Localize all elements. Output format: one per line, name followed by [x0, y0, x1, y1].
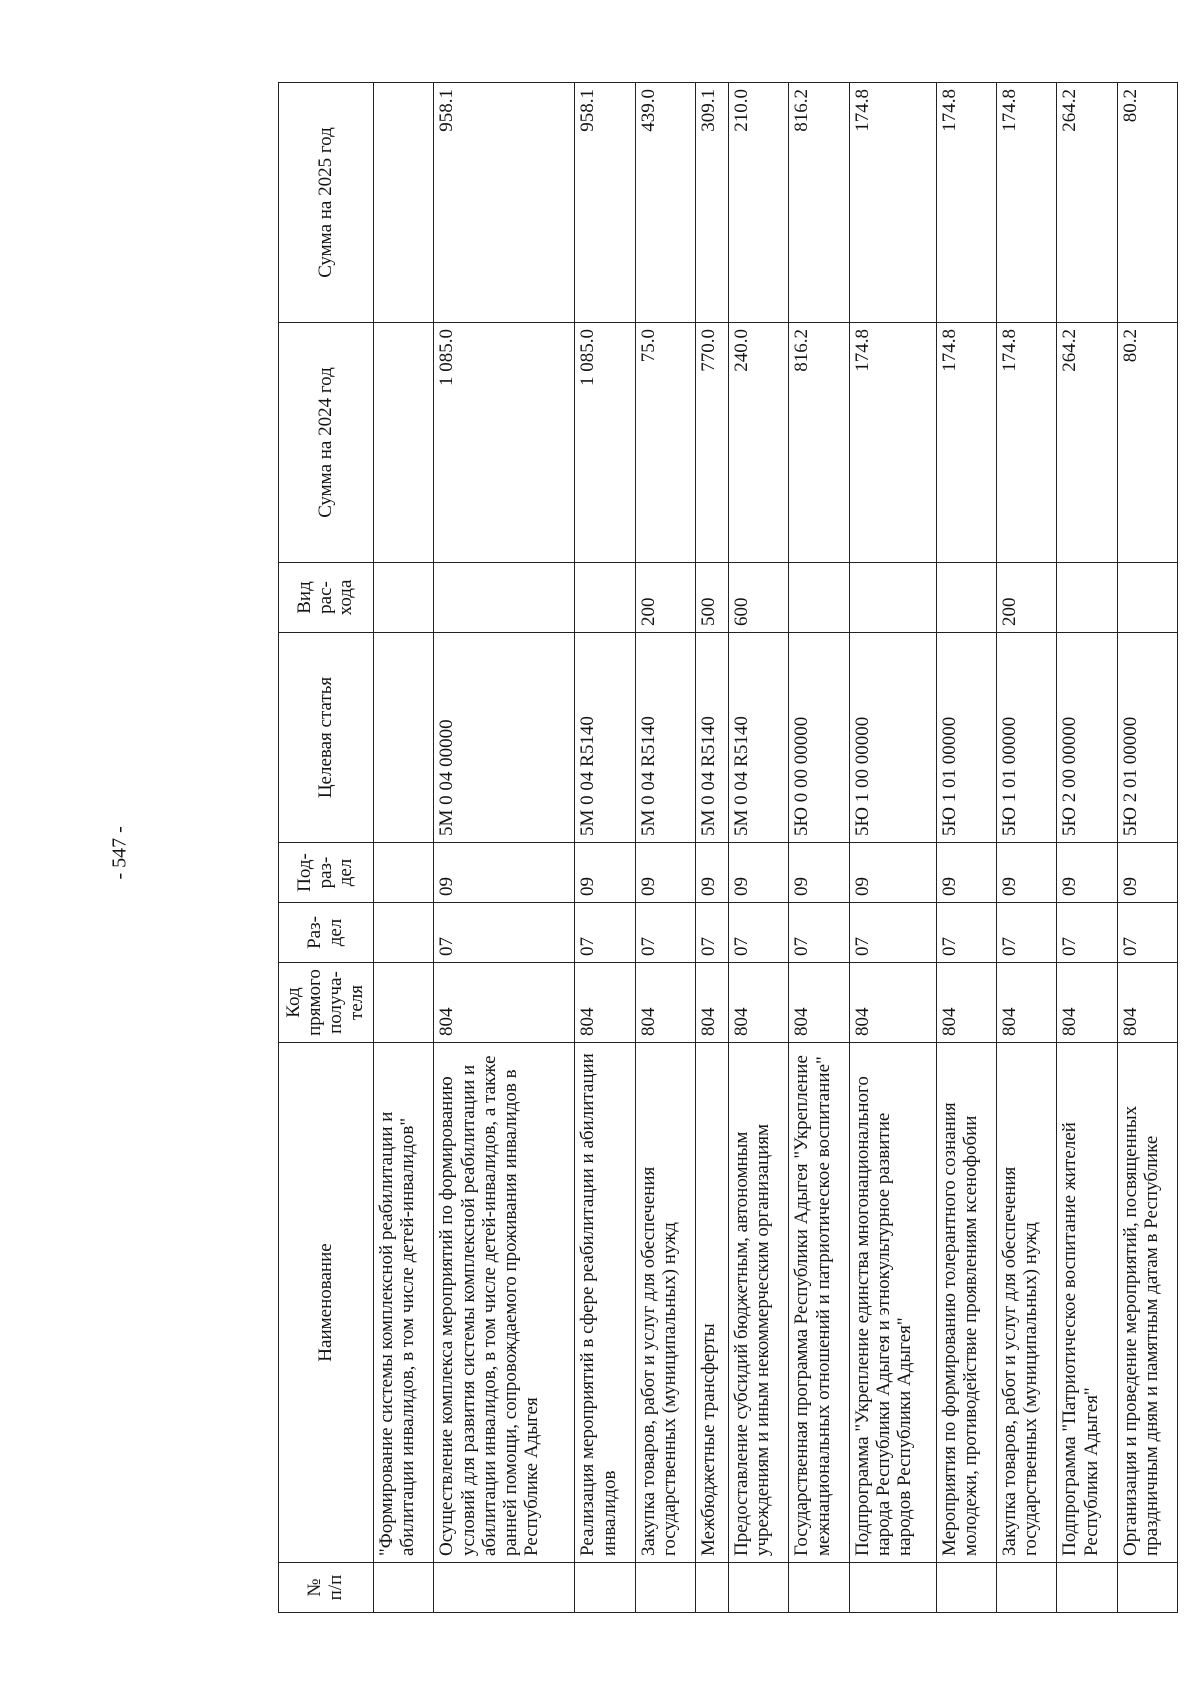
table-row	[789, 83, 849, 1613]
cell-name: "Формирование системы комплексной реабилитации и абилитации инвалидов, в том числе детей-инвалидов"	[374, 1043, 434, 1563]
cell-section: 07	[849, 903, 936, 963]
table-body	[374, 83, 1178, 1613]
cell-subsection: 09	[1117, 843, 1177, 903]
cell-num	[789, 1563, 849, 1613]
cell-kind: 500	[695, 563, 728, 633]
cell-section: 07	[695, 903, 728, 963]
cell-section: 07	[936, 903, 996, 963]
cell-kind: 600	[729, 563, 789, 633]
cell-code: 804	[575, 963, 635, 1043]
cell-num	[575, 1563, 635, 1613]
cell-sum2025: 80.2	[1117, 83, 1177, 323]
cell-target: 5Ю 1 01 00000	[997, 633, 1057, 843]
table-row	[997, 83, 1057, 1613]
table-row	[575, 83, 635, 1613]
cell-sum2024	[374, 323, 434, 563]
cell-subsection	[374, 843, 434, 903]
cell-name: Государственная программа Республики Адыгея "Укрепление межнациональных отношений и патриотическое воспитание"	[789, 1043, 849, 1563]
cell-code: 804	[849, 963, 936, 1043]
cell-subsection: 09	[936, 843, 996, 903]
cell-target: 5М 0 04 R5140	[635, 633, 695, 843]
cell-name: Осуществление комплекса мероприятий по формированию условий для развития системы комплексной реабилитации и абилитации инвалидов, в том числе детей-инвалидов, а также ранней помощи, сопровождаемого проживания инвалидов в Республике Адыгея	[434, 1043, 575, 1563]
budget-sheet	[278, 83, 1178, 1613]
cell-sum2025: 816.2	[789, 83, 849, 323]
cell-subsection: 09	[575, 843, 635, 903]
header-name: Наименование	[279, 1043, 374, 1563]
table-row	[729, 83, 789, 1613]
cell-code: 804	[936, 963, 996, 1043]
cell-sum2025: 439.0	[635, 83, 695, 323]
cell-sum2024: 174.8	[849, 323, 936, 563]
cell-target: 5М 0 04 R5140	[575, 633, 635, 843]
cell-sum2025: 958.1	[434, 83, 575, 323]
cell-kind	[789, 563, 849, 633]
cell-code	[374, 963, 434, 1043]
cell-code: 804	[635, 963, 695, 1043]
header-section: Раз-дел	[279, 903, 374, 963]
cell-kind	[374, 563, 434, 633]
table-row	[849, 83, 936, 1613]
cell-name: Закупка товаров, работ и услуг для обеспечения государственных (муниципальных) нужд	[997, 1043, 1057, 1563]
cell-name: Подпрограмма "Патриотическое воспитание жителей Республики Адыгея"	[1057, 1043, 1117, 1563]
cell-target: 5М 0 04 R5140	[729, 633, 789, 843]
cell-sum2024: 1 085.0	[434, 323, 575, 563]
cell-kind	[849, 563, 936, 633]
header-code: Код прямого получа-теля	[279, 963, 374, 1043]
cell-num	[635, 1563, 695, 1613]
cell-num	[997, 1563, 1057, 1613]
cell-code: 804	[695, 963, 728, 1043]
cell-section: 07	[434, 903, 575, 963]
table-row	[434, 83, 575, 1613]
cell-num	[695, 1563, 728, 1613]
cell-section	[374, 903, 434, 963]
cell-section: 07	[729, 903, 789, 963]
cell-sum2025	[374, 83, 434, 323]
cell-code: 804	[1117, 963, 1177, 1043]
cell-name: Межбюджетные трансферты	[695, 1043, 728, 1563]
cell-subsection: 09	[849, 843, 936, 903]
cell-sum2025: 174.8	[936, 83, 996, 323]
page-number: - 547 -	[108, 826, 131, 880]
cell-target	[374, 633, 434, 843]
cell-name: Закупка товаров, работ и услуг для обеспечения государственных (муниципальных) нужд	[635, 1043, 695, 1563]
table-row	[936, 83, 996, 1613]
cell-kind	[1057, 563, 1117, 633]
header-target: Целевая статья	[279, 633, 374, 843]
cell-sum2024: 1 085.0	[575, 323, 635, 563]
cell-section: 07	[575, 903, 635, 963]
cell-section: 07	[635, 903, 695, 963]
cell-code: 804	[434, 963, 575, 1043]
cell-sum2025: 174.8	[849, 83, 936, 323]
cell-subsection: 09	[635, 843, 695, 903]
cell-name: Предоставление субсидий бюджетным, автономным учреждениям и иным некоммерческим организациям	[729, 1043, 789, 1563]
cell-kind	[434, 563, 575, 633]
cell-section: 07	[1057, 903, 1117, 963]
cell-code: 804	[997, 963, 1057, 1043]
table-row	[1117, 83, 1177, 1613]
cell-section: 07	[789, 903, 849, 963]
cell-name: Подпрограмма "Укрепление единства многонационального народа Республики Адыгея и этнокультурное развитие народов Республики Адыгея"	[849, 1043, 936, 1563]
table-row	[1057, 83, 1117, 1613]
cell-sum2024: 264.2	[1057, 323, 1117, 563]
cell-subsection: 09	[434, 843, 575, 903]
cell-sum2024: 770.0	[695, 323, 728, 563]
cell-kind	[936, 563, 996, 633]
cell-section: 07	[1117, 903, 1177, 963]
cell-target: 5Ю 0 00 00000	[789, 633, 849, 843]
cell-sum2025: 958.1	[575, 83, 635, 323]
cell-section: 07	[997, 903, 1057, 963]
cell-target: 5Ю 2 01 00000	[1117, 633, 1177, 843]
cell-sum2024: 240.0	[729, 323, 789, 563]
cell-code: 804	[789, 963, 849, 1043]
cell-target: 5М 0 04 00000	[434, 633, 575, 843]
cell-subsection: 09	[695, 843, 728, 903]
header-num: № п/п	[279, 1563, 374, 1613]
header-sum2025: Сумма на 2025 год	[279, 83, 374, 323]
cell-num	[1057, 1563, 1117, 1613]
header-sum2024: Сумма на 2024 год	[279, 323, 374, 563]
cell-sum2025: 174.8	[997, 83, 1057, 323]
header-subsection: Под-раз-дел	[279, 843, 374, 903]
cell-num	[434, 1563, 575, 1613]
cell-kind	[575, 563, 635, 633]
cell-target: 5Ю 1 00 00000	[849, 633, 936, 843]
table-header-row	[279, 83, 374, 1613]
cell-kind: 200	[635, 563, 695, 633]
cell-subsection: 09	[997, 843, 1057, 903]
cell-name: Реализация мероприятий в сфере реабилитации и абилитации инвалидов	[575, 1043, 635, 1563]
table-row	[635, 83, 695, 1613]
cell-sum2024: 75.0	[635, 323, 695, 563]
table-row	[695, 83, 728, 1613]
cell-sum2024: 80.2	[1117, 323, 1177, 563]
cell-kind: 200	[997, 563, 1057, 633]
table-row	[374, 83, 434, 1613]
cell-sum2025: 309.1	[695, 83, 728, 323]
cell-target: 5М 0 04 R5140	[695, 633, 728, 843]
cell-sum2024: 816.2	[789, 323, 849, 563]
cell-target: 5Ю 1 01 00000	[936, 633, 996, 843]
cell-subsection: 09	[729, 843, 789, 903]
cell-num	[1117, 1563, 1177, 1613]
cell-kind	[1117, 563, 1177, 633]
cell-name: Мероприятия по формированию толерантного сознания молодежи, противодействие проявлениям ксенофобии	[936, 1043, 996, 1563]
header-kind: Вид рас-хода	[279, 563, 374, 633]
cell-num	[729, 1563, 789, 1613]
cell-sum2025: 264.2	[1057, 83, 1117, 323]
cell-num	[374, 1563, 434, 1613]
cell-name: Организация и проведение мероприятий, посвященных праздничным дням и памятным датам в Республике	[1117, 1043, 1177, 1563]
cell-sum2024: 174.8	[936, 323, 996, 563]
cell-sum2025: 210.0	[729, 83, 789, 323]
cell-code: 804	[729, 963, 789, 1043]
budget-table	[278, 82, 1178, 1613]
cell-subsection: 09	[789, 843, 849, 903]
cell-subsection: 09	[1057, 843, 1117, 903]
cell-sum2024: 174.8	[997, 323, 1057, 563]
cell-num	[849, 1563, 936, 1613]
cell-num	[936, 1563, 996, 1613]
cell-target: 5Ю 2 00 00000	[1057, 633, 1117, 843]
cell-code: 804	[1057, 963, 1117, 1043]
